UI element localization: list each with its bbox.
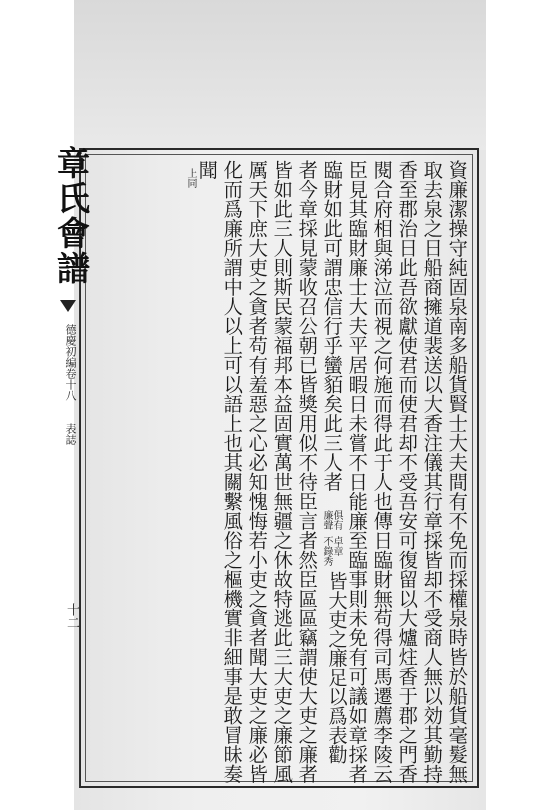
text-column-2: 取去泉之日船商擁道裴送以大香注儀其行章採皆却不受商人無以効其勤持 [420,160,444,784]
closing-note: 上同 [185,168,196,188]
page-number: 十二 [64,603,79,629]
text-block [79,148,479,788]
inline-note-3: 卓章 [331,536,342,556]
section-label: 德慶初編卷十八 [64,324,77,401]
inline-note-4: 不錄秀 [321,536,332,566]
inline-note-2: 廉聲 [321,510,332,530]
text-column-8: 皆如此三人則斯民蒙福邦本益固實萬世無疆之休故特逃此三大吏之廉節風 [270,160,294,784]
text-column-1: 資廉潔操守純固泉南多船貨賢士大夫間有不免而採權泉時皆於船貨毫髮無 [445,160,469,784]
text-column-6 [320,160,344,492]
text-column-6-tail: 皆大吏之廉足以爲表勸 [325,571,348,764]
inline-note-1: 俱有 [331,510,342,530]
banxin [52,146,91,788]
text-column-11: 聞 [195,160,219,180]
text-column-3: 香至郡治日此吾欲獻使君而使君却不受吾安可復留以大爐炷香于郡之門香 [395,160,419,784]
text-column-9: 厲天下庶大吏之貪者苟有羞惡之心必知愧悔若小吏之貪者聞大吏之廉必皆 [245,160,269,784]
upper-margin [74,0,486,150]
fishtail-mark [60,300,76,312]
text-column-5: 臣見其臨財廉士大夫平居暇日未嘗不日能廉至臨事則未免有可議如章採者 [345,160,369,784]
category-label: 表誌 [64,423,77,445]
text-column-7: 者今章採見蒙收召公朝已皆獎用似不待臣言者然臣區區竊謂使大吏之廉者 [295,160,319,784]
book-title: 章氏會譜 [52,146,91,286]
text-column-10: 化而爲廉所謂中人以上可以語上也其關繫風俗之樞機實非細事是敢冒昧奏 [220,160,244,784]
text-column-6-main: 臨財如此可謂忠信行乎蠻貊矣此三人者 [320,160,344,492]
text-column-4: 閱合府相與涕泣而視之何施而得此于人也傳日臨財無苟得司馬遷薦李陵云 [370,160,394,784]
